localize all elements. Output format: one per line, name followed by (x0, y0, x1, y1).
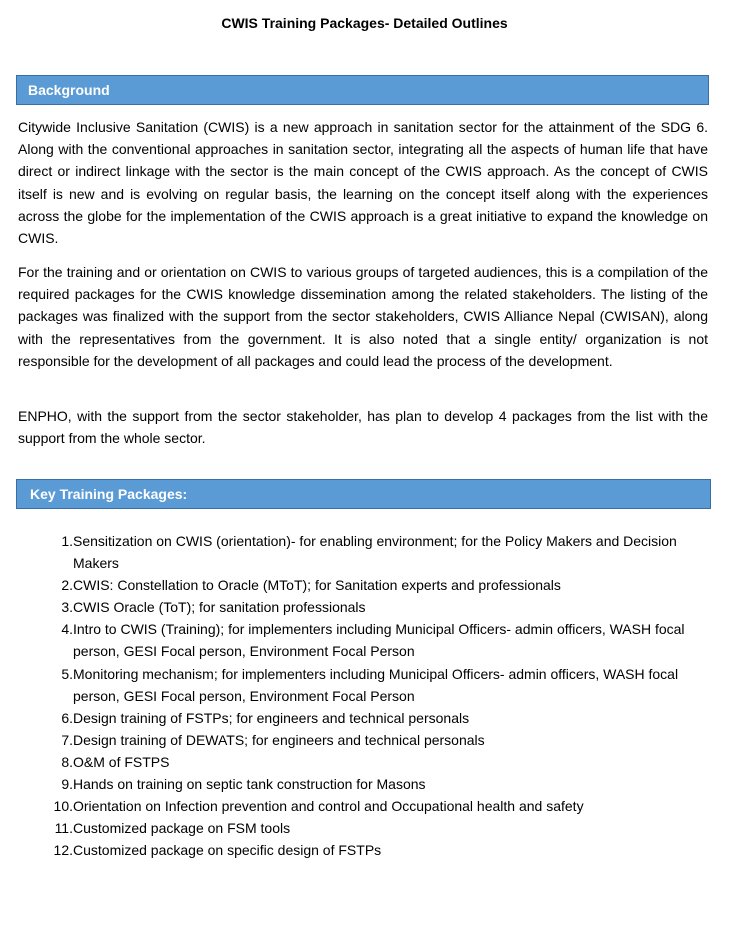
package-text: O&M of FSTPS (73, 753, 170, 770)
package-item (40, 574, 700, 596)
package-text: Hands on training on septic tank construction for Masons (73, 776, 426, 793)
package-text: CWIS Oracle (ToT); for sanitation professionals (73, 599, 366, 616)
package-text: Customized package on FSM tools (73, 820, 291, 837)
package-text: Design training of DEWATS; for engineers and technical personals (73, 731, 485, 748)
package-number: 3. (61, 599, 73, 616)
package-number: 2. (61, 577, 73, 594)
package-item (40, 817, 700, 839)
package-item (40, 596, 700, 618)
package-item (40, 773, 700, 795)
package-number: 6. (61, 709, 73, 726)
package-text: Customized package on specific design of FSTPs (73, 842, 382, 859)
package-item (40, 751, 700, 773)
background-paragraph: Citywide Inclusive Sanitation (CWIS) is a new approach in sanitation sector for the attainment of the SDG 6. Along with the conventional approaches in sanitation sector, integrating all the aspects of human life that have direct or indirect linkage with the sector is the main concept of the CWIS approach. As the concept of CWIS itself is new and is evolving on regular basis, the learning on the concept itself along with the experiences across the globe for the implementation of the CWIS approach is a great initiative to expand the knowledge on CWIS. (18, 119, 708, 247)
package-item (40, 530, 700, 574)
package-number: 11. (54, 820, 73, 837)
package-number: 9. (61, 776, 73, 793)
package-number: 1. (61, 533, 73, 549)
package-number: 8. (61, 753, 73, 770)
document-title: CWIS Training Packages- Detailed Outlines (221, 15, 508, 31)
package-item (40, 729, 700, 751)
package-item (40, 707, 700, 729)
package-number: 4. (61, 621, 73, 638)
key-packages-list (40, 530, 700, 861)
package-number: 12. (53, 842, 73, 859)
package-text: CWIS: Constellation to Oracle (MToT); for Sanitation experts and professionals (73, 577, 561, 594)
package-number: 7. (61, 731, 73, 748)
package-text: Design training of FSTPs; for engineers and technical personals (73, 709, 470, 726)
key-packages-heading: Key Training Packages: (16, 479, 711, 509)
package-text: Monitoring mechanism; for implementers including Municipal Officers- admin officers, WASH focal person, GESI Focal person, Environment Focal Person (73, 665, 679, 704)
package-text: Intro to CWIS (Training); for implementers including Municipal Officers- admin officers, WASH focal person, GESI Focal person, Environment Focal Person (73, 621, 685, 660)
package-item (40, 618, 700, 662)
package-item (40, 839, 700, 861)
package-text: Orientation on Infection prevention and control and Occupational health and safety (73, 798, 584, 815)
background-paragraph: For the training and or orientation on CWIS to various groups of targeted audiences, this is a compilation of the required packages for the CWIS knowledge dissemination among the related stakeholders. The listing of the packages was finalized with the support from the sector stakeholders, CWIS Alliance Nepal (CWISAN), along with the representatives from the government. It is also noted that a single entity/ organization is not responsible for the development of all packages and could lead the process of the development. (18, 264, 708, 369)
package-text: Sensitization on CWIS (orientation)- for enabling environment; for the Policy Makers and Decision Makers (73, 533, 677, 572)
package-item (40, 795, 700, 817)
background-heading: Background (16, 75, 709, 105)
package-number: 10. (53, 798, 73, 815)
package-number: 5. (61, 665, 73, 682)
package-item (40, 663, 700, 707)
background-paragraph: ENPHO, with the support from the sector stakeholder, has plan to develop 4 packages from the list with the support from the whole sector. (18, 408, 708, 447)
